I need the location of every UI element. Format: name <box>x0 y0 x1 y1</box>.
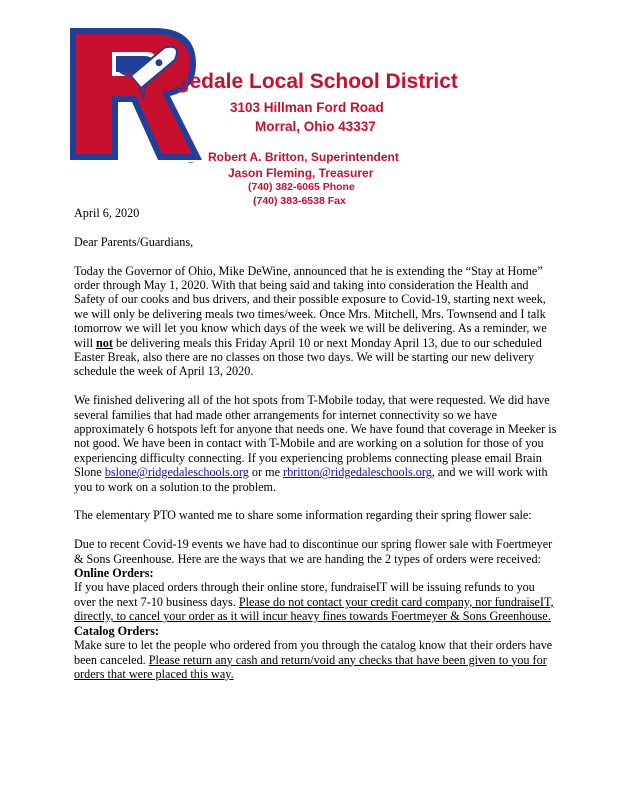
district-name: idgedale Local School District <box>158 70 458 93</box>
paragraph-hotspots <box>74 393 558 494</box>
paragraph-flower-sale: Due to recent Covid-19 events we have had to discontinue our spring flower sale with Foertmeyer & Sons Greenhouse. Here are the ways that we are handing the 2 types of orders were received: <box>74 537 553 566</box>
p2-text-b: or me <box>248 465 284 480</box>
catalog-orders-heading: Catalog Orders: <box>74 623 159 638</box>
paragraph-online-orders <box>74 580 558 623</box>
p1-text-a: Today the Governor of Ohio, Mike DeWine, announced that he is extending the “Stay at Home” order through May 1, 2020. With that being said and taking into consideration the Health and Safety of our cooks and bus drivers, and their possible exposure to Covid-19, starting next week, we will only be delivering meals two times/week. Once Mrs. Mitchell, Mrs. Townsend and I talk tomorrow we will let you know which days of the week we will be delivering. As a reminder, we will <box>74 263 547 350</box>
fax-line: (740) 383-6538 Fax <box>253 195 346 207</box>
letter-date: April 6, 2020 <box>74 206 140 220</box>
email-link-bslone[interactable]: bslone@ridgedaleschools.org <box>104 465 249 480</box>
p1-text-b: be delivering meals this Friday April 10 or next Monday April 13, due to our scheduled Easter Break, also there are no classes on those two days. We will be starting our new delivery schedule the week of April 13, 2020. <box>74 335 542 379</box>
salutation: Dear Parents/Guardians, <box>74 234 194 249</box>
paragraph-catalog-orders <box>74 638 558 681</box>
address-line-2: Morral, Ohio 43337 <box>255 119 376 134</box>
catalog-text: Make sure to let the people who ordered from you through the catalog know that their orders have been canceled. <box>74 638 553 667</box>
online-warning: Please do not contact your credit card company, nor fundraiseIT, directly, to cancel your order as it will incur heavy fines towards Foertmeyer & Sons Greenhouse. <box>74 594 554 624</box>
online-orders-heading: Online Orders: <box>74 566 154 581</box>
email-link-rbritton[interactable]: rbritton@ridgedaleschools.org <box>283 465 432 480</box>
online-text: If you have placed orders through their online store, fundraiseIT will be issuing refunds to you over the next 7-10 business days. <box>74 580 535 609</box>
superintendent-line: Robert A. Britton, Superintendent <box>208 150 399 164</box>
address-line-1: 3103 Hillman Ford Road <box>230 100 384 115</box>
phone-line: (740) 382-6065 Phone <box>248 181 355 193</box>
letter-body <box>74 206 558 681</box>
divider-mark <box>188 162 193 163</box>
p2-text-c: , and we will work with you to work on a solution to the problem. <box>74 465 548 494</box>
treasurer-line: Jason Fleming, Treasurer <box>228 166 374 180</box>
p2-text-a: We finished delivering all of the hot spots from T-Mobile today, that were requested. We did have several families that had made other arrangements for internet connectivity so we have approximately 6 hotspots left for anyone that needs one. We have found that coverage in Meeker is not good. We have been in contact with T-Mobile and are working on a solution for those of you experiencing difficulty connecting. If you experiencing problems connecting please email Brain Slone <box>74 393 557 480</box>
paragraph-pto: The elementary PTO wanted me to share some information regarding their spring flower sale: <box>74 508 532 523</box>
p1-not-emphasis: not <box>96 335 113 350</box>
paragraph-stay-at-home <box>74 264 558 379</box>
catalog-instruction: Please return any cash and return/void any checks that have been given to you for orders that were placed this way. <box>74 652 547 681</box>
district-logo <box>66 24 216 164</box>
